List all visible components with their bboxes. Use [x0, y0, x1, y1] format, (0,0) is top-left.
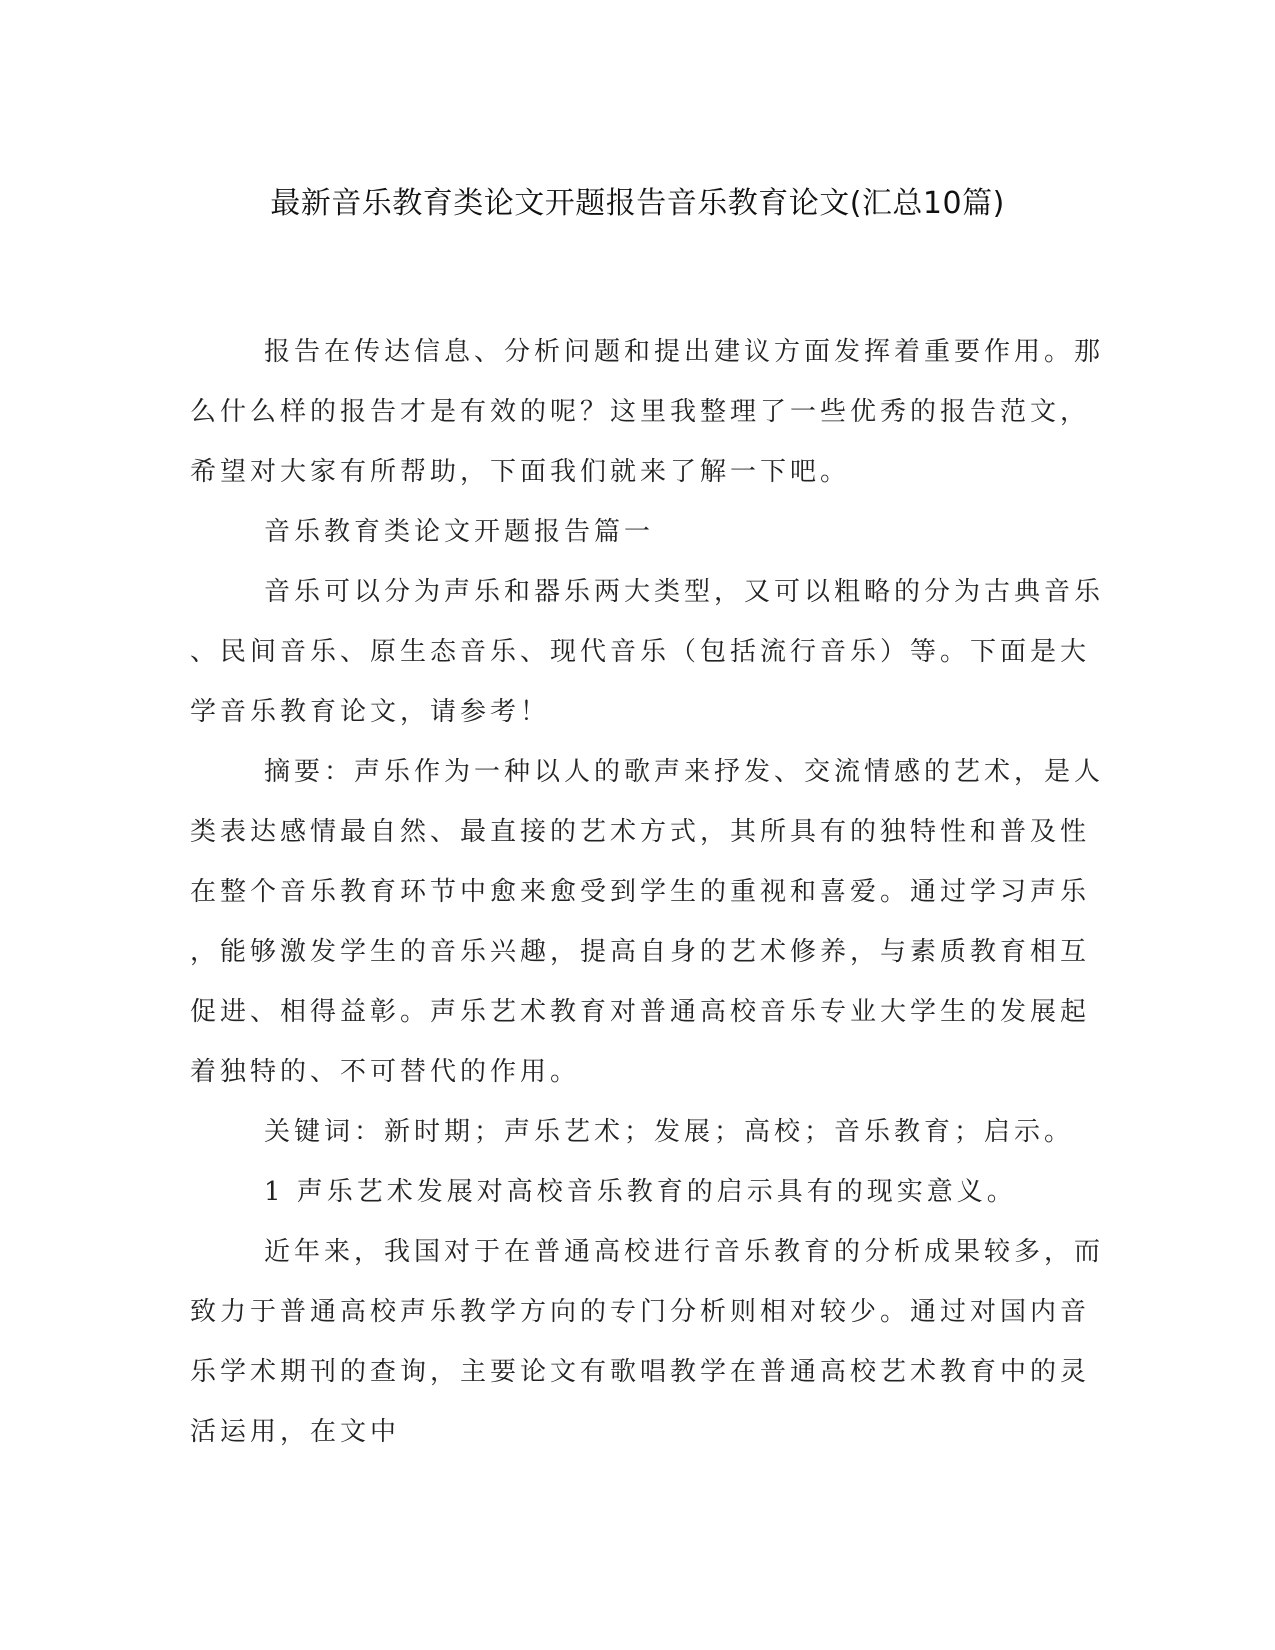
- abstract-line: 摘要：声乐作为一种以人的歌声来抒发、交流情感的艺术，是人: [264, 757, 1105, 787]
- section-heading: 1 声乐艺术发展对高校音乐教育的启示具有的现实意义。: [264, 1177, 1017, 1207]
- body-line: 乐学术期刊的查询，主要论文有歌唱教学在普通高校艺术教育中的灵: [190, 1357, 1091, 1387]
- body-line: 么什么样的报告才是有效的呢？这里我整理了一些优秀的报告范文，: [190, 397, 1091, 427]
- body-line: 、民间音乐、原生态音乐、现代音乐（包括流行音乐）等。下面是大: [190, 637, 1091, 667]
- body-line: 音乐可以分为声乐和器乐两大类型，又可以粗略的分为古典音乐: [264, 577, 1105, 607]
- body-line: 希望对大家有所帮助，下面我们就来了解一下吧。: [190, 457, 851, 487]
- document-body: [190, 322, 1105, 1462]
- body-line: 致力于普通高校声乐教学方向的专门分析则相对较少。通过对国内音: [190, 1297, 1091, 1327]
- body-line: 活运用，在文中: [190, 1417, 401, 1447]
- body-line: 近年来，我国对于在普通高校进行音乐教育的分析成果较多，而: [264, 1237, 1105, 1267]
- section-heading: 音乐教育类论文开题报告篇一: [264, 517, 655, 547]
- abstract-line: 类表达感情最自然、最直接的艺术方式，其所具有的独特性和普及性: [190, 817, 1091, 847]
- body-line: 报告在传达信息、分析问题和提出建议方面发挥着重要作用。那: [264, 337, 1105, 367]
- abstract-line: ，能够激发学生的音乐兴趣，提高自身的艺术修养，与素质教育相互: [190, 937, 1091, 967]
- keywords-line: 关键词：新时期；声乐艺术；发展；高校；音乐教育；启示。: [264, 1117, 1075, 1147]
- abstract-line: 促进、相得益彰。声乐艺术教育对普通高校音乐专业大学生的发展起: [190, 997, 1091, 1027]
- body-line: 学音乐教育论文，请参考！: [190, 697, 551, 727]
- document-title: 最新音乐教育类论文开题报告音乐教育论文(汇总10篇): [270, 186, 1005, 221]
- abstract-line: 着独特的、不可替代的作用。: [190, 1057, 581, 1087]
- abstract-line: 在整个音乐教育环节中愈来愈受到学生的重视和喜爱。通过学习声乐: [190, 877, 1091, 907]
